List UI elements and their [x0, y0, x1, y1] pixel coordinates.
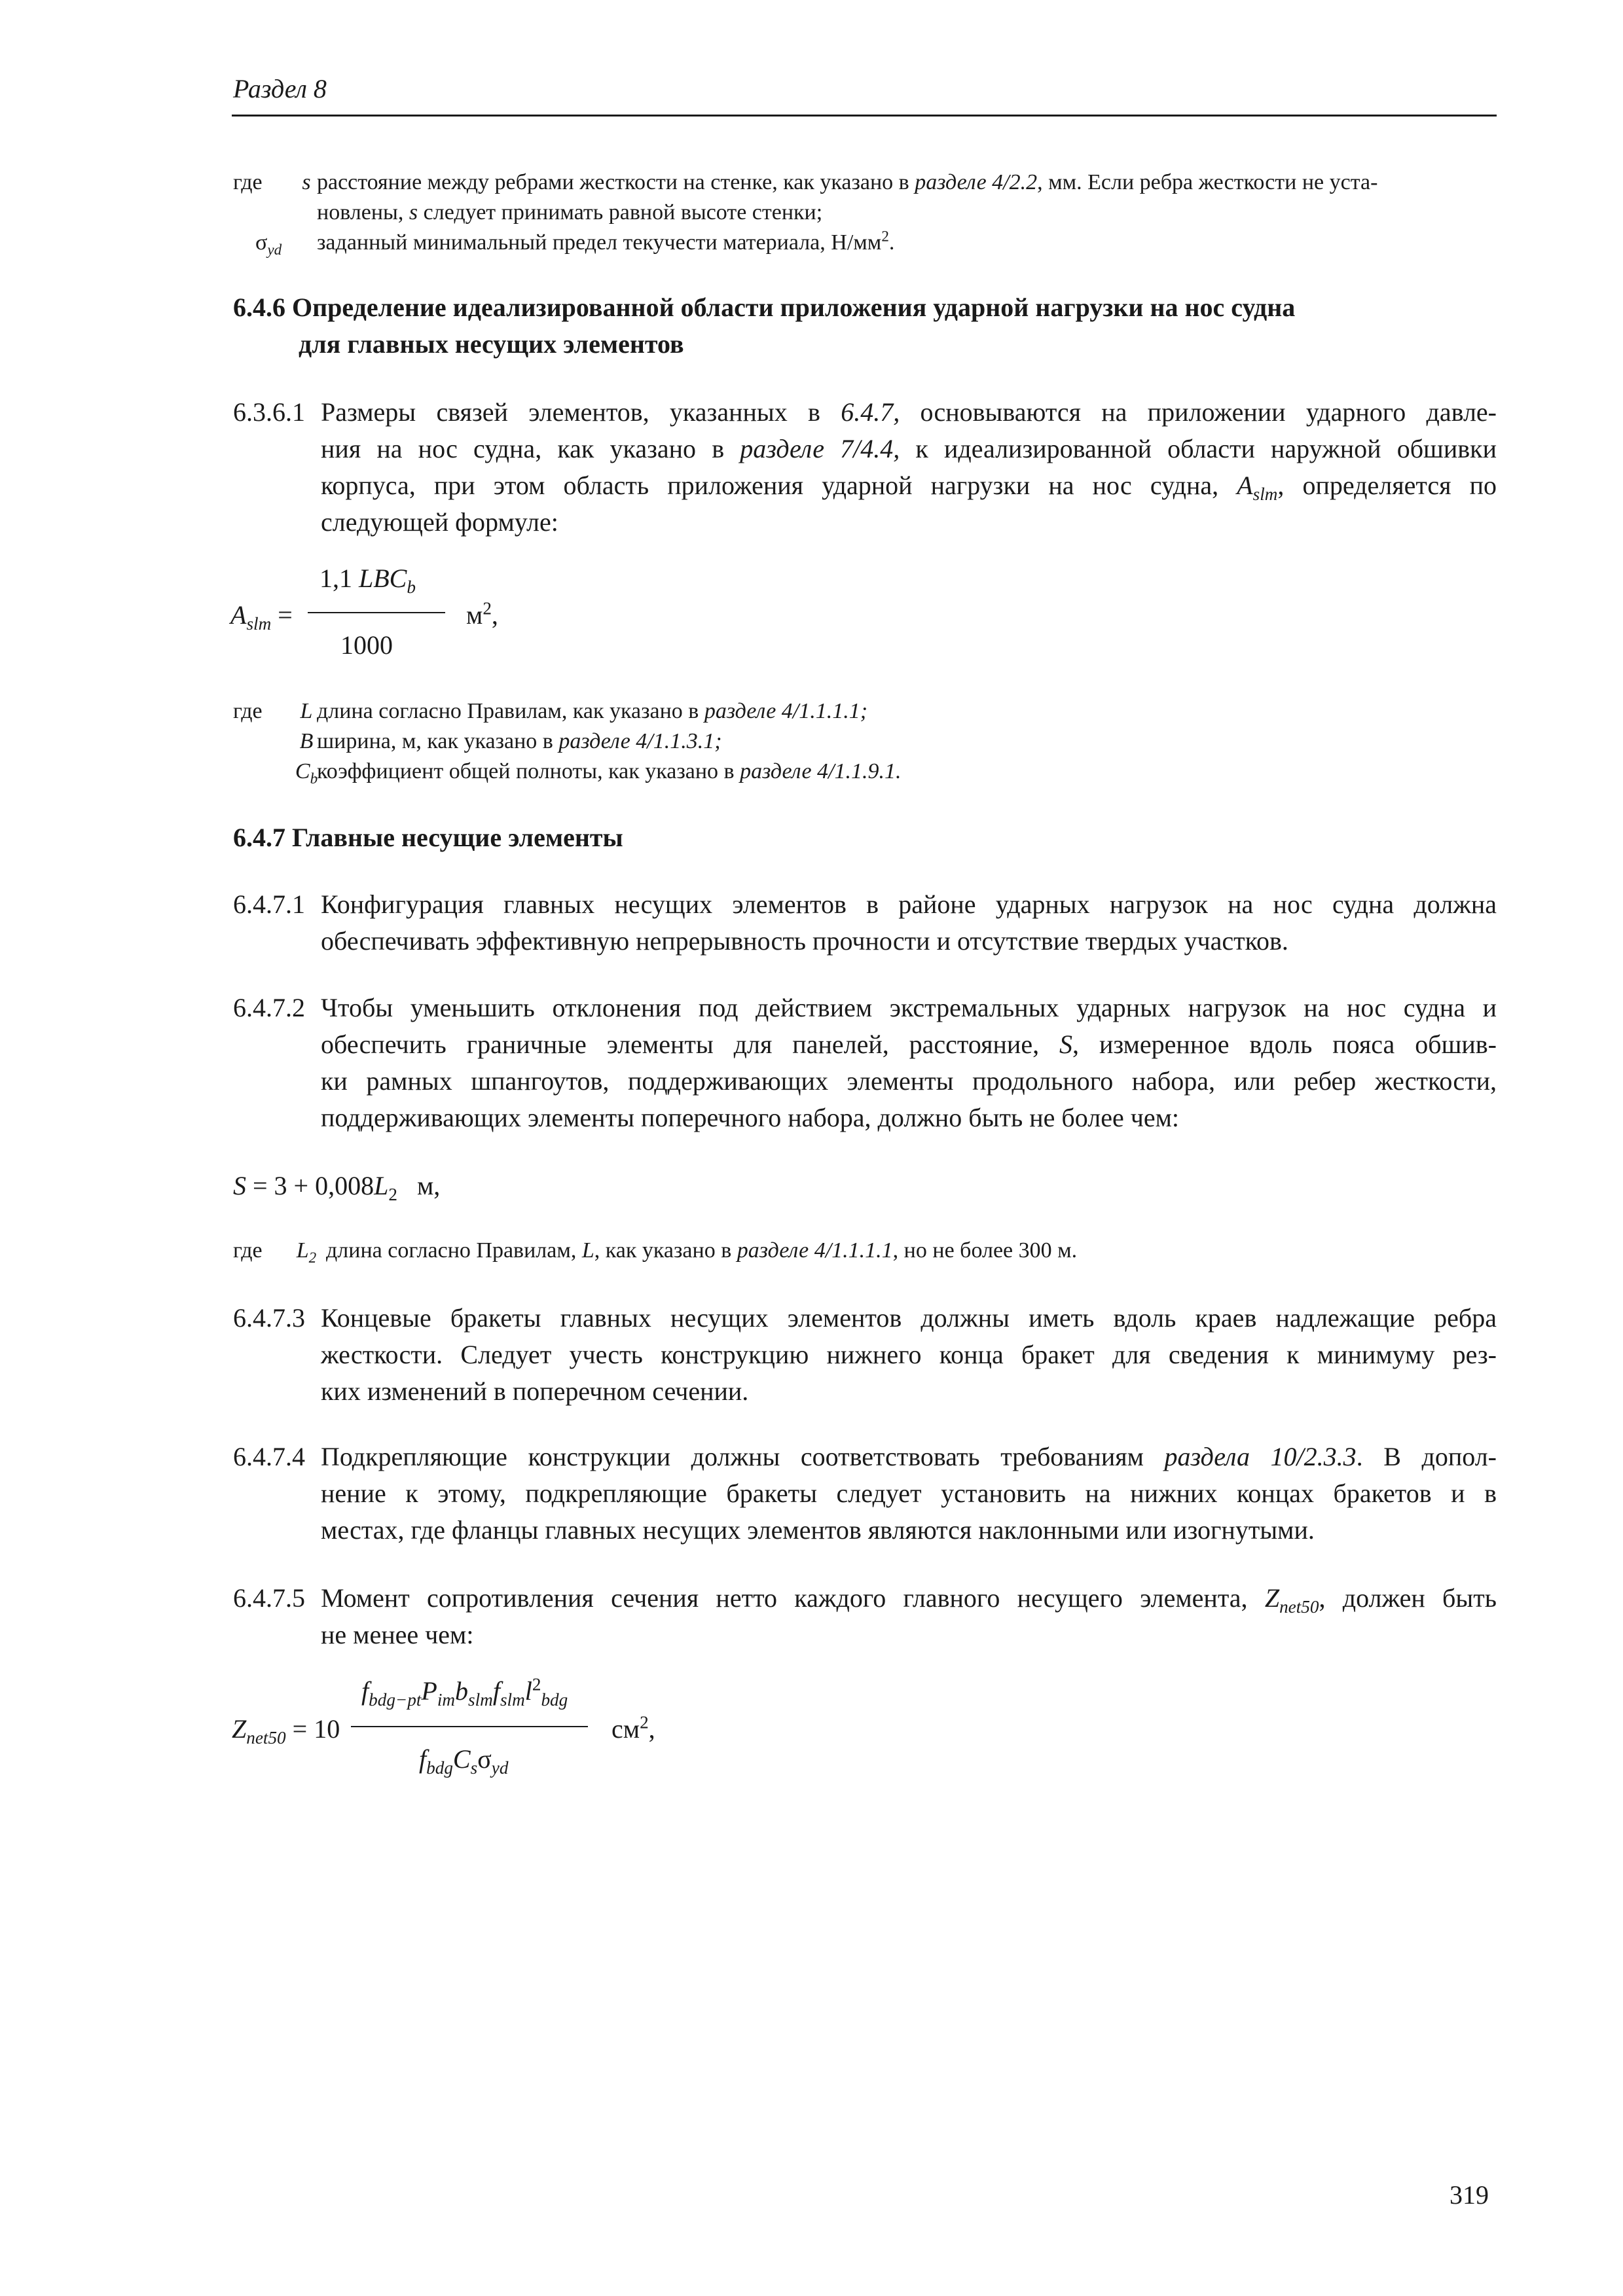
para-6-4-7-1-line2: обеспечивать эффективную непрерывность прочности и отсутствие твердых участков. [321, 926, 1288, 956]
para-6-4-7-3-line2: жесткости. Следует учесть конструкцию нижнего конца бракет для сведения к минимуму рез- [321, 1340, 1497, 1369]
where-s-line1: расстояние между ребрами жесткости на стенке, как указано в разделе 4/2.2, мм. Если ребра жесткости не уста- [317, 170, 1378, 194]
para-6-4-7-2-line3: ки рамных шпангоутов, поддерживающих элементы продольного набора, или ребер жесткости, [321, 1066, 1497, 1096]
para-6-4-7-3-line1: Концевые бракеты главных несущих элементов должны иметь вдоль краев надлежащие ребра [321, 1303, 1497, 1333]
formula3-denominator: $f_{bdg}C_s\sigma_{yd}$ [419, 1744, 509, 1778]
para-6-4-7-2-number: 6.4.7.2 [233, 993, 305, 1022]
where-label-2: где [233, 699, 263, 723]
para-6-4-7-2-line2: обеспечить граничные элементы для панелей, расстояние, S, измеренное вдоль пояса обшив- [321, 1030, 1497, 1059]
heading-6-4-6: 6.4.6 Определение идеализированной области приложения ударной нагрузки на нос судна [233, 293, 1296, 322]
symbol-B: B [299, 729, 314, 753]
formula1-lhs: $A_{slm}$ = [230, 600, 293, 634]
where-s-line2: новлены, s следует принимать равной высоте стенки; [317, 200, 823, 224]
header-rule [232, 115, 1497, 117]
para-6-4-7-4-line2: нение к этому, подкрепляющие бракеты следует установить на нижних концах бракетов и в [321, 1479, 1497, 1508]
section-header: Раздел 8 [233, 74, 327, 103]
where-label: где [233, 170, 263, 194]
where-L-text: длина согласно Правилам, как указано в разделе 4/1.1.1.1; [317, 699, 868, 723]
para-6-4-7-5-number: 6.4.7.5 [233, 1583, 305, 1613]
para-6-4-7-4-line1: Подкрепляющие конструкции должны соответствовать требованиям раздела 10/2.3.3. В допол- [321, 1442, 1497, 1471]
formula1-numerator: 1,1 $LBC_b$ [319, 564, 416, 597]
para-6-4-7-3-number: 6.4.7.3 [233, 1303, 305, 1333]
formula3-fraction-bar [351, 1726, 588, 1727]
para-6-3-6-1-line2: ния на нос судна, как указано в разделе 7/4.4, к идеализированной области наружной обшивки [321, 434, 1497, 463]
formula1-fraction-bar [308, 612, 445, 613]
where-L2-text: длина согласно Правилам, L, как указано в разделе 4/1.1.1.1, но не более 300 м. [326, 1238, 1078, 1263]
where-label-3: где [233, 1238, 263, 1263]
formula3-unit: $см^2$, [611, 1712, 655, 1744]
formula2: $S = 3 + 0,008L_2$ м, [233, 1171, 441, 1204]
para-6-4-7-1-line1: Конфигурация главных несущих элементов в районе ударных нагрузок на нос судна должна [321, 889, 1497, 919]
para-6-4-7-5-line2: не менее чем: [321, 1620, 474, 1649]
para-6-4-7-5-line1: Момент сопротивления сечения нетто каждого главного несущего элемента, $Z_{net50}$, должен быть [321, 1583, 1497, 1617]
para-6-4-7-3-line3: ких изменений в поперечном сечении. [321, 1376, 749, 1406]
symbol-L: L [300, 699, 313, 723]
para-6-3-6-1-line1: Размеры связей элементов, указанных в 6.4.7, основываются на приложении ударного давле- [321, 397, 1497, 427]
formula1-unit: $м^2$, [466, 598, 498, 630]
para-6-4-7-4-number: 6.4.7.4 [233, 1442, 305, 1471]
symbol-L2: $L_2$ [296, 1238, 317, 1266]
formula3-numerator: $f_{bdg-pt}P_{im}b_{slm}f_{slm}l^2_{bdg}$ [361, 1674, 568, 1710]
para-6-3-6-1-number: 6.3.6.1 [233, 397, 305, 427]
formula3-lhs: $Z_{net50} = 10$ [232, 1714, 340, 1748]
para-6-3-6-1-line4: следующей формуле: [321, 507, 558, 537]
page-number: 319 [1450, 2180, 1489, 2210]
para-6-4-7-2-line1: Чтобы уменьшить отклонения под действием экстремальных ударных нагрузок на нос судна и [321, 993, 1497, 1022]
symbol-sigma-yd: $\sigma_{yd}$ [255, 230, 282, 259]
where-sigma-text: заданный минимальный предел текучести материала, $Н/мм^2$. [317, 228, 895, 255]
where-B-text: ширина, м, как указано в разделе 4/1.1.3.1; [317, 729, 722, 753]
para-6-4-7-4-line3: местах, где фланцы главных несущих элементов являются наклонными или изогнутыми. [321, 1515, 1315, 1545]
where-Cb-text: коэффициент общей полноты, как указано в разделе 4/1.1.9.1. [317, 759, 902, 783]
formula1-denominator: 1000 [340, 630, 393, 660]
para-6-3-6-1-line3: корпуса, при этом область приложения ударной нагрузки на нос судна, $A_{slm}$, определяется по [321, 471, 1497, 504]
para-6-4-7-1-number: 6.4.7.1 [233, 889, 305, 919]
para-6-4-7-2-line4: поддерживающих элементы поперечного набора, должно быть не более чем: [321, 1103, 1179, 1132]
heading-6-4-7: 6.4.7 Главные несущие элементы [233, 823, 623, 852]
symbol-s: s [302, 170, 311, 194]
heading-6-4-6-cont: для главных несущих элементов [299, 329, 684, 359]
symbol-Cb: $C_b$ [295, 759, 318, 787]
